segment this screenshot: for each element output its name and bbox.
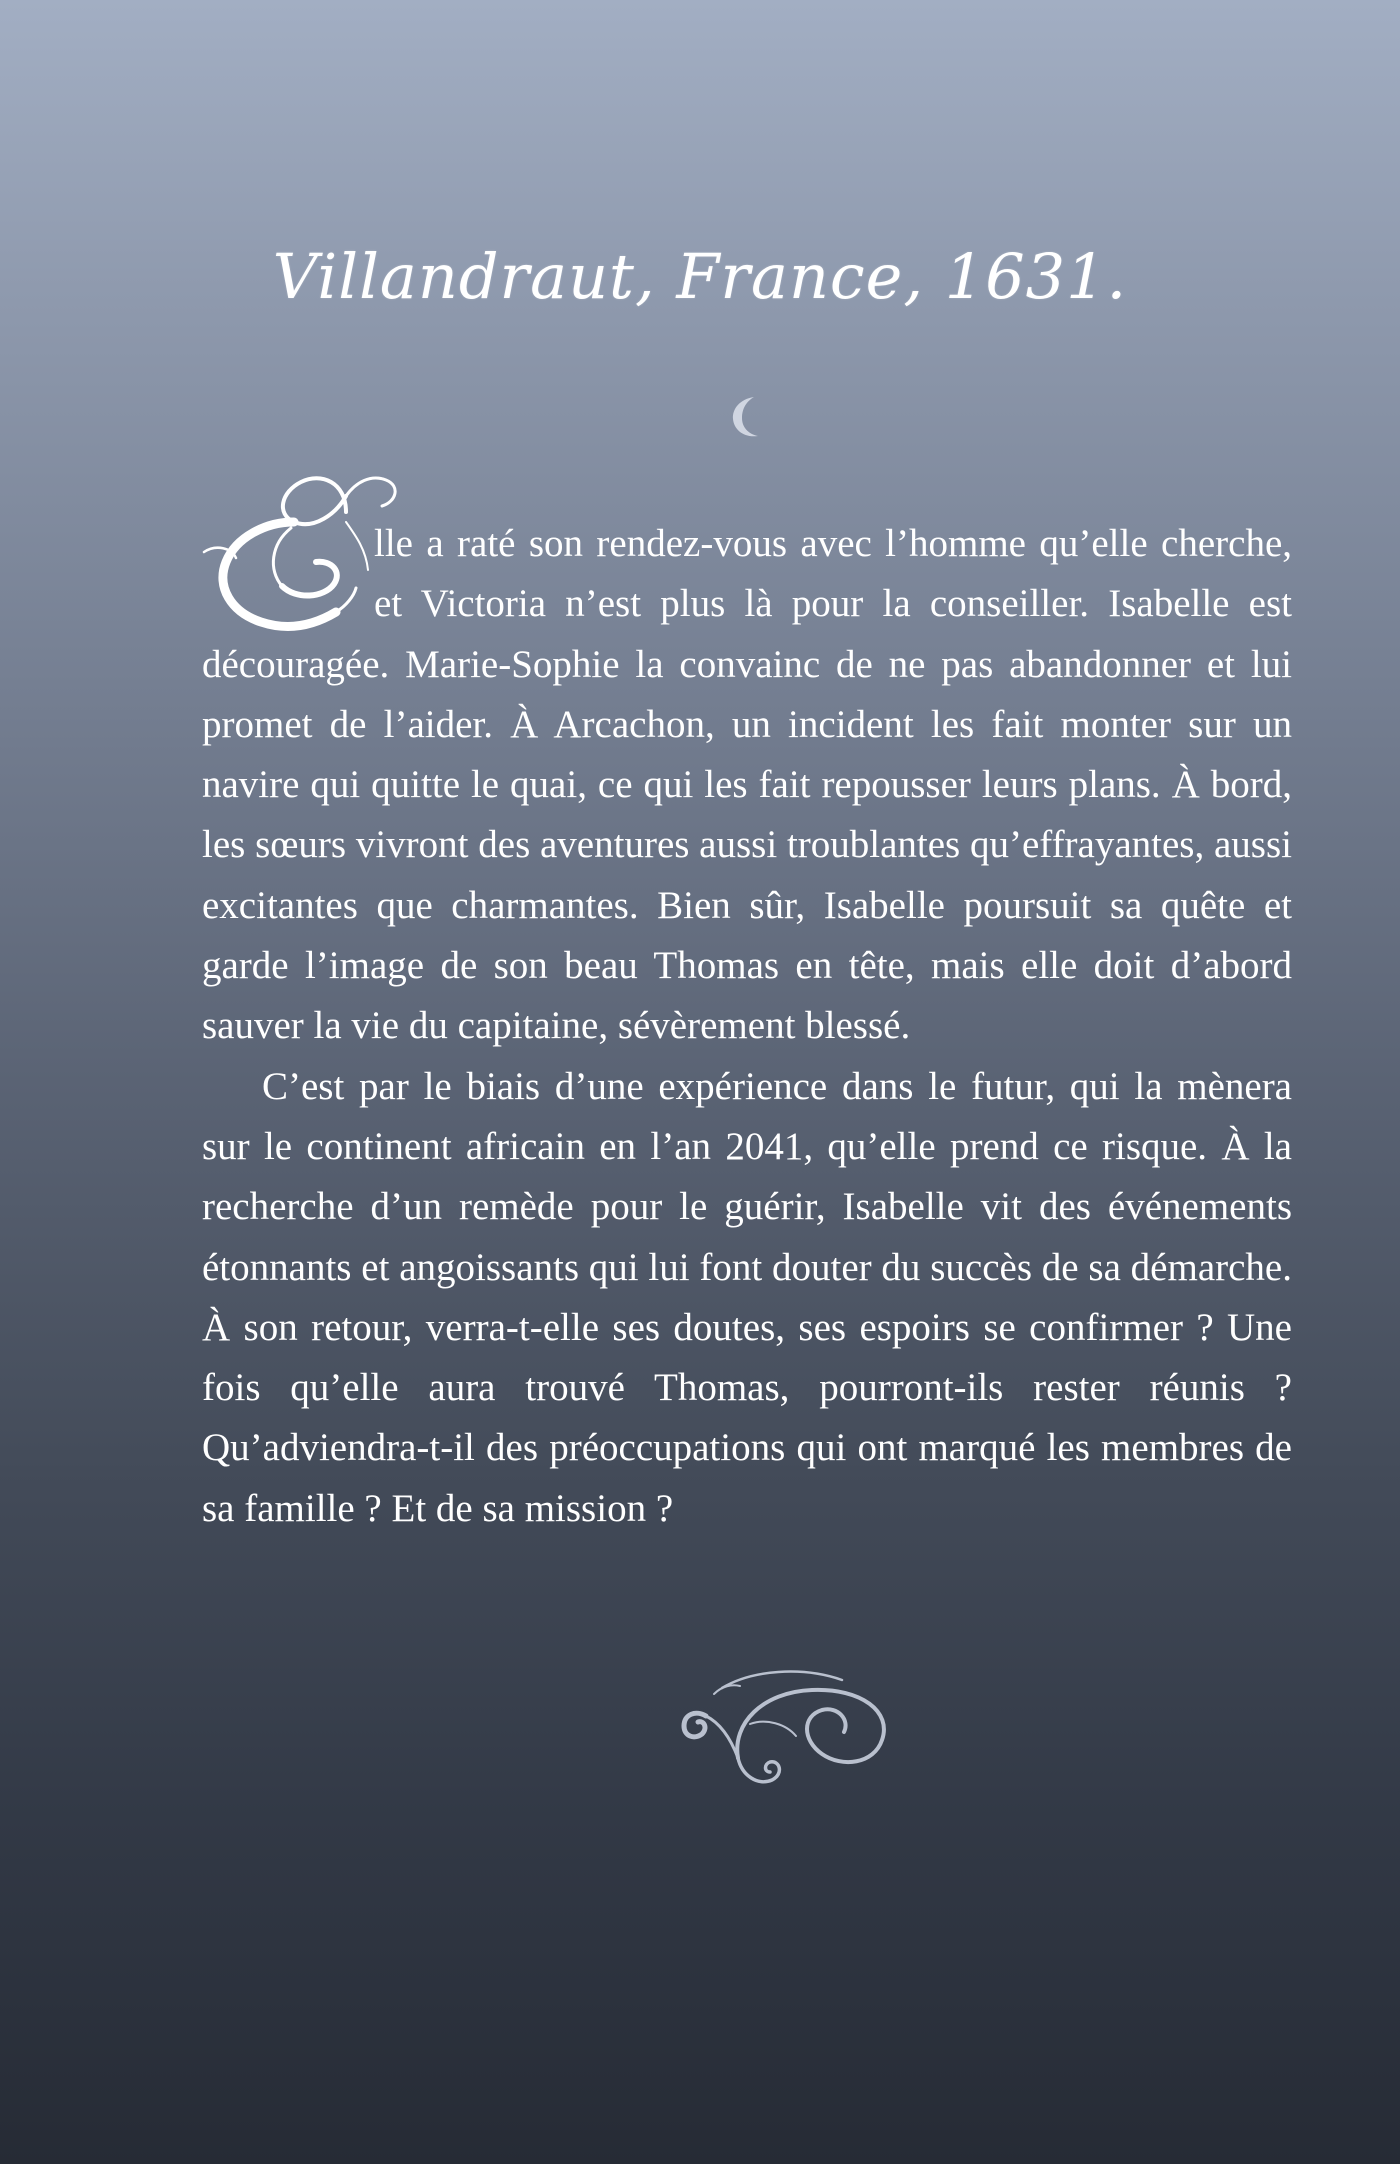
crescent-moon-icon: [728, 394, 768, 440]
place-date-heading: Villandraut, France, 1631.: [272, 240, 1128, 313]
dropcap-e: [202, 514, 370, 632]
paragraph-2: C’est par le biais d’une expérience dans le futur, qui la mènera sur le continent africain en l’an 2041, qu’elle prend ce risque. À la recherche d’un remède pour le guérir, Isabelle vit des événements étonnants et angoissants qui lui font douter du succès de sa démarche. À son retour, verra-t-elle ses doutes, ses espoirs se confirmer ? Une fois qu’elle aura trouvé Thomas, pourront-ils rester réunis ? Qu’adviendra-t-il des préoccupations qui ont marqué les membres de sa famille ? Et de sa mission ?: [202, 1064, 1292, 1530]
synopsis-text: [202, 514, 1292, 1539]
flourish-ornament-icon: [662, 1664, 894, 1790]
paragraph-1: lle a raté son rendez-vous avec l’homme qu’elle cherche, et Victoria n’est plus là pour la conseiller. Isabelle est découragée. Marie-Sophie la convainc de ne pas abandonner et lui promet de l’aider. À Arcachon, un incident les fait monter sur un navire qui quitte le quai, ce qui les fait repousser leurs plans. À bord, les sœurs vivront des aventures aussi troublantes qu’effrayantes, aussi excitantes que charmantes. Bien sûr, Isabelle poursuit sa quête et garde l’image de son beau Thomas en tête, mais elle doit d’abord sauver la vie du capitaine, sévèrement blessé.: [202, 522, 1292, 1048]
